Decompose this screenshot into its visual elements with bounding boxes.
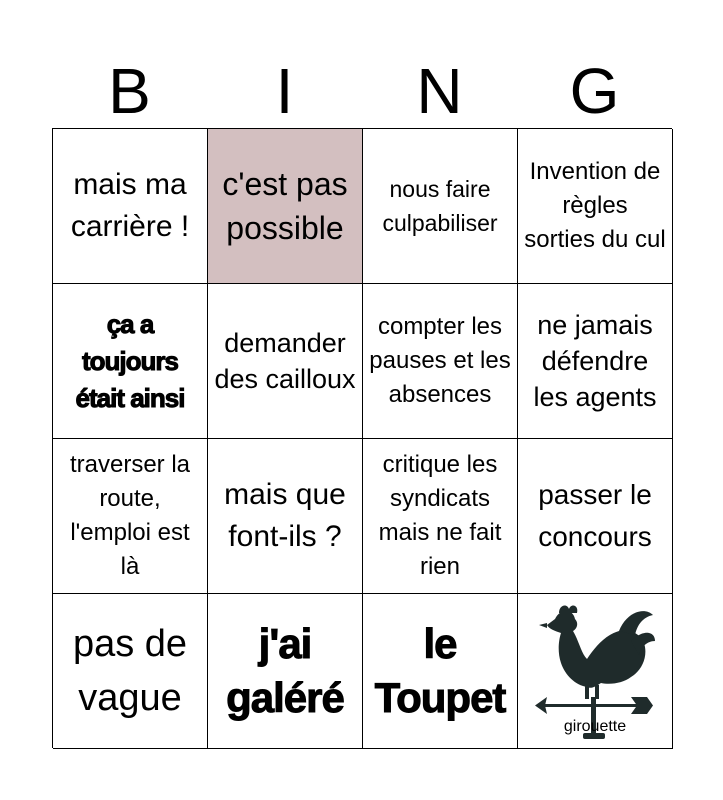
cell-text: nous faire culpabiliser (382, 176, 498, 236)
bingo-cell[interactable] (363, 284, 518, 439)
bingo-cell-highlighted[interactable] (208, 129, 363, 284)
bingo-cell[interactable] (53, 284, 208, 439)
header-letter-i: I (275, 55, 294, 127)
cell-text: le Toupet (374, 620, 506, 721)
cell-text: Invention de règles sorties du cul (524, 158, 666, 253)
bingo-cell[interactable] (363, 129, 518, 284)
cell-text: passer le concours (538, 479, 652, 552)
cell-text: critique les syndicats mais ne fait rien (378, 451, 502, 580)
bingo-cell-free-space[interactable] (518, 594, 673, 749)
cell-text: ça a toujours était ainsi (75, 308, 185, 413)
header-letter-b: B (108, 55, 151, 127)
cell-text: pas de vague (72, 623, 188, 719)
bingo-cell[interactable] (518, 439, 673, 594)
bingo-cell[interactable] (518, 129, 673, 284)
bingo-cell[interactable] (518, 284, 673, 439)
bingo-header (52, 52, 672, 130)
bingo-cell[interactable] (363, 439, 518, 594)
bingo-cell[interactable] (53, 129, 208, 284)
cell-text: compter les pauses et les absences (369, 313, 511, 408)
bingo-cell[interactable] (53, 439, 208, 594)
cell-text: c'est pas possible (222, 166, 348, 246)
cell-text: demander des cailloux (214, 328, 356, 394)
bingo-board (52, 128, 672, 748)
free-space-label: girouette (563, 718, 627, 735)
bingo-cell[interactable] (208, 439, 363, 594)
cell-text: j'ai galéré (226, 620, 344, 721)
bingo-cell[interactable] (363, 594, 518, 749)
bingo-cell[interactable] (208, 594, 363, 749)
bingo-cell[interactable] (53, 594, 208, 749)
bingo-cell[interactable] (208, 284, 363, 439)
cell-text: traverser la route, l'emploi est là (69, 451, 191, 580)
cell-text: mais ma carrière ! (70, 168, 190, 243)
cell-text: ne jamais défendre les agents (533, 310, 657, 412)
header-letter-g: G (569, 55, 620, 127)
cell-text: mais que font-ils ? (224, 478, 346, 553)
header-letter-n: N (416, 55, 463, 127)
